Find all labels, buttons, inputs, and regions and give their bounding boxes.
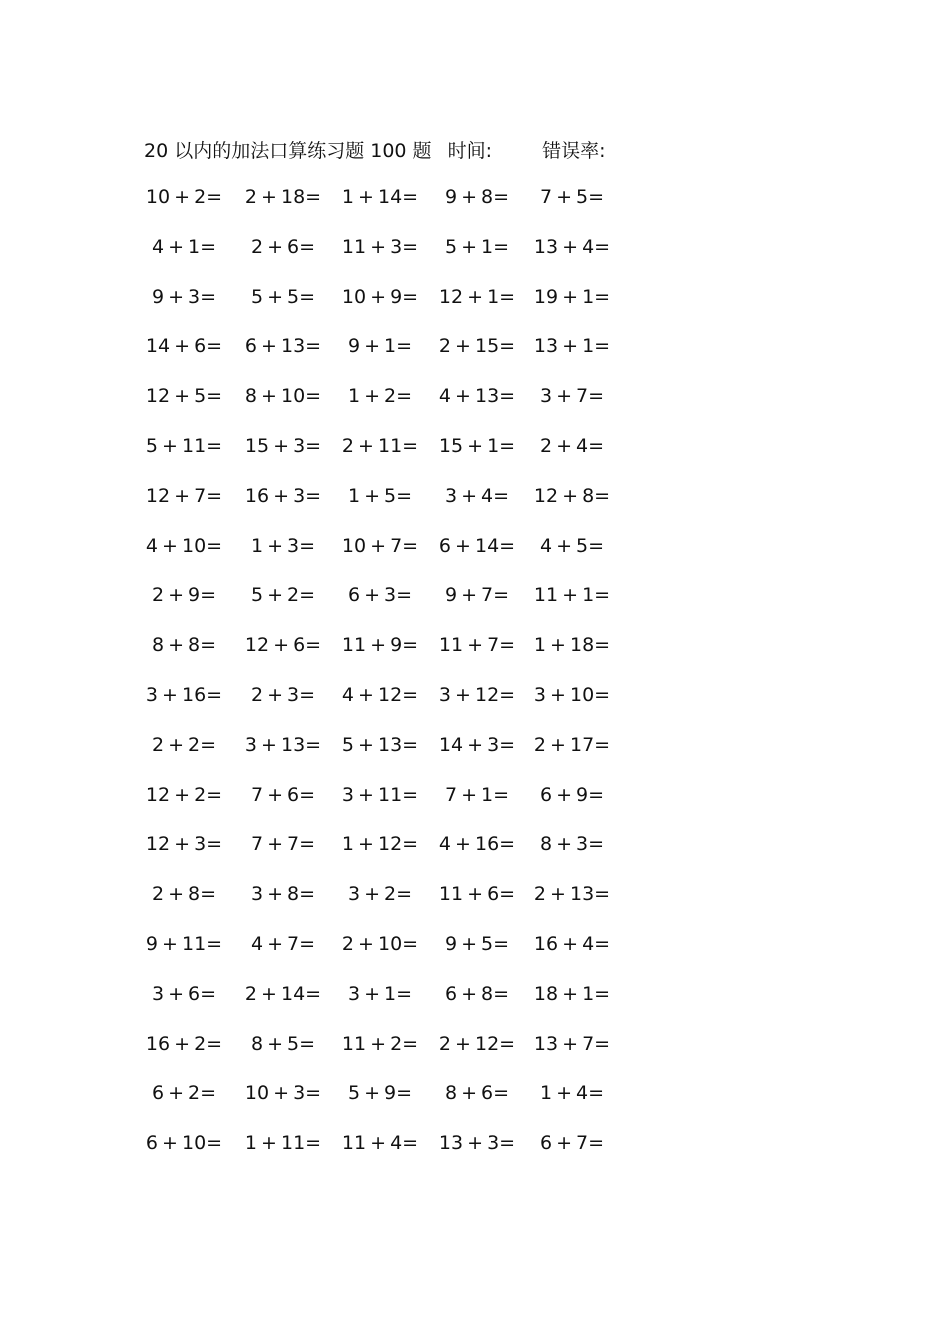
problem-r20-c4: 13 + 3= bbox=[438, 1132, 516, 1155]
problem-r4-c3: 9 + 1= bbox=[347, 335, 413, 358]
problem-r19-c5: 1 + 4= bbox=[539, 1082, 605, 1105]
problem-r4-c2: 6 + 13= bbox=[244, 335, 322, 358]
problem-r3-c1: 9 + 3= bbox=[151, 285, 217, 308]
problem-r11-c5: 3 + 10= bbox=[533, 684, 611, 706]
problem-r3-c4: 12 + 1= bbox=[438, 285, 516, 308]
worksheet-title: 20 以内的加法口算练习题 100 题 bbox=[144, 140, 432, 162]
problem-r17-c1: 3 + 6= bbox=[151, 982, 217, 1005]
problem-r18-c3: 11 + 2= bbox=[341, 1032, 419, 1055]
problem-r9-c5: 11 + 1= bbox=[533, 584, 611, 607]
problem-r19-c2: 10 + 3= bbox=[244, 1082, 322, 1105]
problem-r12-c2: 3 + 13= bbox=[244, 733, 322, 756]
problem-r9-c4: 9 + 7= bbox=[444, 584, 510, 607]
problem-r19-c4: 8 + 6= bbox=[444, 1082, 510, 1105]
problem-r2-c1: 4 + 1= bbox=[151, 235, 217, 258]
problem-r20-c5: 6 + 7= bbox=[539, 1132, 605, 1155]
problem-r9-c3: 6 + 3= bbox=[347, 584, 413, 607]
problem-r10-c5: 1 + 18= bbox=[533, 634, 611, 657]
problem-r6-c4: 15 + 1= bbox=[438, 435, 516, 457]
problem-r13-c5: 6 + 9= bbox=[539, 783, 605, 806]
problem-r12-c1: 2 + 2= bbox=[151, 733, 217, 756]
error-rate-label: 错误率: bbox=[542, 140, 606, 162]
problem-r8-c3: 10 + 7= bbox=[341, 534, 419, 557]
problem-r2-c2: 2 + 6= bbox=[250, 235, 316, 258]
problem-r5-c3: 1 + 2= bbox=[347, 385, 413, 408]
problem-r19-c3: 5 + 9= bbox=[347, 1082, 413, 1105]
problem-r18-c4: 2 + 12= bbox=[438, 1032, 516, 1055]
problem-r14-c4: 4 + 16= bbox=[438, 833, 516, 856]
problem-r17-c5: 18 + 1= bbox=[533, 982, 611, 1005]
problem-r7-c5: 12 + 8= bbox=[533, 484, 611, 507]
problem-r1-c4: 9 + 8= bbox=[444, 186, 510, 208]
problem-r11-c1: 3 + 16= bbox=[145, 684, 223, 706]
problem-r8-c4: 6 + 14= bbox=[438, 534, 516, 557]
problem-r8-c5: 4 + 5= bbox=[539, 534, 605, 557]
problem-r1-c3: 1 + 14= bbox=[341, 186, 419, 208]
problem-r13-c1: 12 + 2= bbox=[145, 783, 223, 806]
problem-r19-c1: 6 + 2= bbox=[151, 1082, 217, 1105]
problem-r6-c2: 15 + 3= bbox=[244, 435, 322, 457]
problem-r14-c2: 7 + 7= bbox=[250, 833, 316, 856]
problem-r3-c3: 10 + 9= bbox=[341, 285, 419, 308]
problem-r7-c2: 16 + 3= bbox=[244, 484, 322, 507]
problem-r5-c1: 12 + 5= bbox=[145, 385, 223, 408]
problem-r20-c2: 1 + 11= bbox=[244, 1132, 322, 1155]
problem-r12-c4: 14 + 3= bbox=[438, 733, 516, 756]
problem-r17-c2: 2 + 14= bbox=[244, 982, 322, 1005]
problem-r8-c1: 4 + 10= bbox=[145, 534, 223, 557]
problem-r10-c1: 8 + 8= bbox=[151, 634, 217, 657]
problem-r16-c2: 4 + 7= bbox=[250, 933, 316, 955]
problem-r5-c5: 3 + 7= bbox=[539, 385, 605, 408]
problem-r1-c2: 2 + 18= bbox=[244, 186, 322, 208]
problem-r10-c2: 12 + 6= bbox=[244, 634, 322, 657]
problem-r1-c5: 7 + 5= bbox=[539, 186, 605, 208]
problem-r7-c3: 1 + 5= bbox=[347, 484, 413, 507]
problem-r9-c2: 5 + 2= bbox=[250, 584, 316, 607]
problem-r1-c1: 10 + 2= bbox=[145, 186, 223, 208]
problem-r16-c5: 16 + 4= bbox=[533, 933, 611, 955]
problem-r13-c2: 7 + 6= bbox=[250, 783, 316, 806]
problem-r18-c2: 8 + 5= bbox=[250, 1032, 316, 1055]
problem-r13-c4: 7 + 1= bbox=[444, 783, 510, 806]
problem-r16-c3: 2 + 10= bbox=[341, 933, 419, 955]
problem-r2-c3: 11 + 3= bbox=[341, 235, 419, 258]
problem-r4-c4: 2 + 15= bbox=[438, 335, 516, 358]
problem-r16-c1: 9 + 11= bbox=[145, 933, 223, 955]
problem-r6-c5: 2 + 4= bbox=[539, 435, 605, 457]
problem-r11-c2: 2 + 3= bbox=[250, 684, 316, 706]
time-label: 时间: bbox=[447, 140, 493, 162]
problem-r3-c5: 19 + 1= bbox=[533, 285, 611, 308]
problem-r15-c1: 2 + 8= bbox=[151, 883, 217, 906]
worksheet-header bbox=[144, 136, 605, 163]
problem-r6-c3: 2 + 11= bbox=[341, 435, 419, 457]
problem-r4-c1: 14 + 6= bbox=[145, 335, 223, 358]
problem-r18-c5: 13 + 7= bbox=[533, 1032, 611, 1055]
problem-r2-c4: 5 + 1= bbox=[444, 235, 510, 258]
problem-r20-c3: 11 + 4= bbox=[341, 1132, 419, 1155]
problem-r7-c1: 12 + 7= bbox=[145, 484, 223, 507]
problem-r5-c4: 4 + 13= bbox=[438, 385, 516, 408]
problem-r7-c4: 3 + 4= bbox=[444, 484, 510, 507]
problem-r15-c3: 3 + 2= bbox=[347, 883, 413, 906]
problem-r8-c2: 1 + 3= bbox=[250, 534, 316, 557]
problem-r20-c1: 6 + 10= bbox=[145, 1132, 223, 1155]
problem-r11-c4: 3 + 12= bbox=[438, 684, 516, 706]
problem-r9-c1: 2 + 9= bbox=[151, 584, 217, 607]
problem-r5-c2: 8 + 10= bbox=[244, 385, 322, 408]
problem-r3-c2: 5 + 5= bbox=[250, 285, 316, 308]
problem-r14-c1: 12 + 3= bbox=[145, 833, 223, 856]
problem-r15-c4: 11 + 6= bbox=[438, 883, 516, 906]
problem-r15-c5: 2 + 13= bbox=[533, 883, 611, 906]
problem-r16-c4: 9 + 5= bbox=[444, 933, 510, 955]
problem-r13-c3: 3 + 11= bbox=[341, 783, 419, 806]
problem-r14-c5: 8 + 3= bbox=[539, 833, 605, 856]
problem-r10-c3: 11 + 9= bbox=[341, 634, 419, 657]
problem-r6-c1: 5 + 11= bbox=[145, 435, 223, 457]
problem-r18-c1: 16 + 2= bbox=[145, 1032, 223, 1055]
problem-r11-c3: 4 + 12= bbox=[341, 684, 419, 706]
problem-r17-c4: 6 + 8= bbox=[444, 982, 510, 1005]
problem-r14-c3: 1 + 12= bbox=[341, 833, 419, 856]
problem-r2-c5: 13 + 4= bbox=[533, 235, 611, 258]
problem-r12-c3: 5 + 13= bbox=[341, 733, 419, 756]
problem-r12-c5: 2 + 17= bbox=[533, 733, 611, 756]
problem-r15-c2: 3 + 8= bbox=[250, 883, 316, 906]
problem-r17-c3: 3 + 1= bbox=[347, 982, 413, 1005]
problem-r4-c5: 13 + 1= bbox=[533, 335, 611, 358]
problem-r10-c4: 11 + 7= bbox=[438, 634, 516, 657]
